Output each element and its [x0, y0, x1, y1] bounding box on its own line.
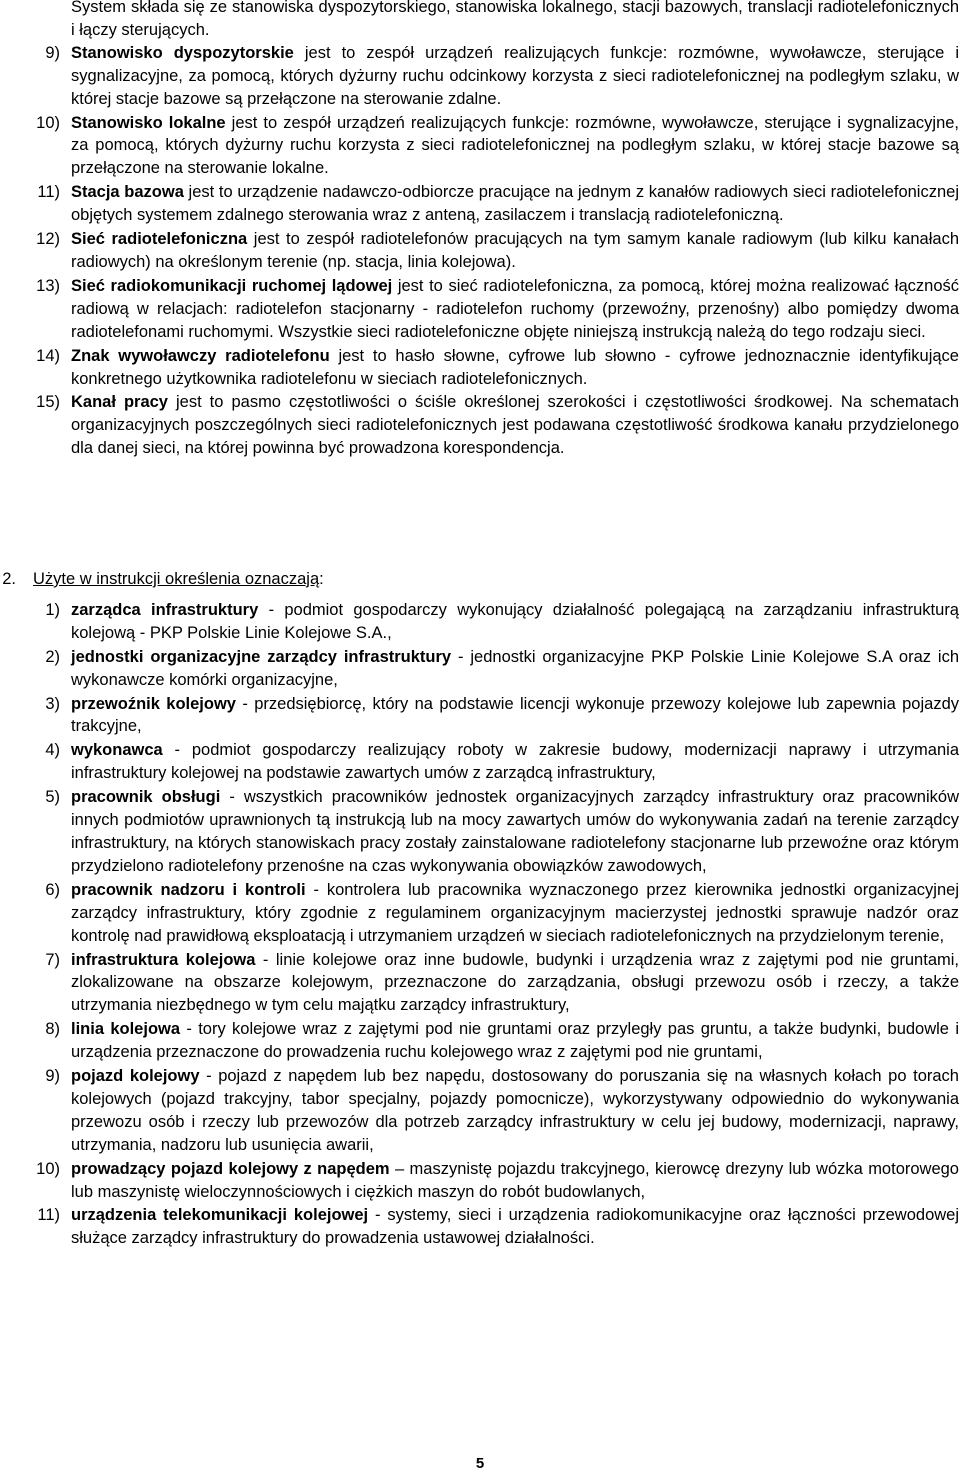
section-title-colon: :	[319, 570, 324, 588]
continuation-paragraph	[0, 0, 959, 42]
definition-text: jest to zespół urządzeń realizujących funkcje: rozmówne, wywoławcze, sterujące i sygnalizacyjne, za pomocą, których dyżurny ruchu korzysta z sieci radiotelefonicznej na podległym szlaku, w której stacje bazowe są przełączone na sterowanie lokalne.	[71, 113, 960, 178]
definition-text: - systemy, sieci i urządzenia radiokomunikacyjne oraz łączności przewodowej służące zarządcy infrastruktury do prowadzenia ustawowej działalności.	[71, 1206, 959, 1248]
term-item-5	[0, 786, 959, 878]
definition-text: - podmiot gospodarczy realizujący roboty w zakresie budowy, modernizacji naprawy i utrzymania infrastruktury kolejowej na podstawie zawartych umów z zarządcą infrastruktury,	[71, 741, 959, 783]
definition-term: urządzenia telekomunikacji kolejowej	[71, 1206, 369, 1225]
item-number: 11)	[37, 183, 60, 202]
item-number: 9)	[45, 1067, 60, 1086]
section-2-terms	[0, 568, 960, 1251]
section-number: 2.	[2, 570, 16, 588]
item-number: 3)	[45, 694, 60, 713]
definition-text: - linie kolejowe oraz inne budowle, budynki i urządzenia wraz z zajętymi pod nie gruntami, zlokalizowane na obszarze kolejowym, przeznaczone do zarządzania, obsługi przewozu osób i rzeczy, a także utrzymania niezbędnego w tym celu majątku zarządcy infrastruktury,	[71, 950, 959, 1015]
definition-text: - kontrolera lub pracownika wyznaczonego przez kierownika jednostki organizacyjnej zarządcy infrastruktury, który zgodnie z regulaminem organizacyjnym macierzystej jednostki sprawuje nadzór oraz kontrolę nad prawidłową eksploatacją i utrzymaniem urządzeń w sieciach radiotelefonicznych na przydzielonym terenie,	[71, 880, 959, 945]
definition-term: Stanowisko dyspozytorskie	[71, 43, 294, 62]
term-item-2	[0, 646, 959, 692]
definition-text: jest to zespół radiotelefonów pracujących na tym samym kanale radiowym (lub kilku kanałach radiowych) na określonym terenie (np. stacja, linia kolejowa).	[71, 230, 959, 271]
definition-text: - podmiot gospodarczy wykonujący działalność polegającą na zarządzaniu infrastrukturą kolejową - PKP Polskie Linie Kolejowe S.A.,	[71, 600, 959, 642]
item-number: 4)	[45, 741, 60, 760]
definition-item-12	[0, 228, 959, 274]
term-item-10	[0, 1158, 959, 1204]
continuation-text: System składa się ze stanowiska dyspozytorskiego, stanowiska lokalnego, stacji bazowych, translacji radiotelefonicznych i łączy sterujących.	[71, 0, 959, 39]
item-number: 11)	[37, 1206, 60, 1225]
definition-text: - tory kolejowe wraz z zajętymi pod nie gruntami oraz przyległy pas gruntu, a także budynki, budowle i urządzenia przeznaczone do prowadzenia ruchu kolejowego wraz z zajętymi pod nie gruntami,	[71, 1020, 959, 1062]
definition-term: Sieć radiokomunikacji ruchomej lądowej	[71, 276, 393, 295]
definition-item-11	[0, 181, 959, 227]
section-title: Użyte w instrukcji określenia oznaczają	[33, 570, 320, 588]
definition-term: infrastruktura kolejowa	[71, 950, 256, 969]
item-number: 2)	[45, 647, 60, 666]
definition-text: - jednostki organizacyjne PKP Polskie Linie Kolejowe S.A oraz ich wykonawcze komórki organizacyjne,	[71, 647, 959, 689]
item-number: 6)	[45, 880, 60, 899]
definition-item-13	[0, 275, 959, 344]
item-number: 14)	[36, 346, 60, 365]
term-item-11	[0, 1204, 959, 1250]
item-number: 15)	[36, 393, 60, 412]
definition-text: jest to zespół urządzeń realizujących funkcje: rozmówne, wywoławcze, sterujące i sygnalizacyjne, za pomocą, których dyżurny ruchu odcinkowy korzysta z sieci radiotelefonicznej na podległym szlaku, w której stacje bazowe są przełączone na sterowanie zdalne.	[71, 43, 959, 108]
definition-term: pracownik obsługi	[71, 788, 221, 807]
definition-text: - wszystkich pracowników jednostek organizacyjnych zarządcy infrastruktury oraz pracowników innych podmiotów uprawnionych tą instrukcją lub na mocy zawartych umów do wykonywania zadań na terenie zarządcy infrastruktury, na których stanowiskach pracy zostały zainstalowane radiotelefony stacjonarne lub przewoźne oraz którym przydzielono radiotelefony przenośne na czas wykonywania obowiązków zawodowych,	[71, 788, 959, 875]
term-item-7	[0, 949, 959, 1018]
term-item-3	[0, 693, 959, 739]
page-number: 5	[475, 1455, 485, 1472]
item-number: 12)	[36, 230, 60, 249]
definition-item-15	[0, 391, 959, 460]
item-number: 9)	[45, 43, 60, 62]
definition-text: - pojazd z napędem lub bez napędu, dostosowany do poruszania się na własnych kołach po torach kolejowych (pojazd trakcyjny, tabor specjalny, pojazdy pomocnicze), wykorzystywany odpowiednio do wykonywania przewozu osób i rzeczy lub przewozów dla potrzeb zarządcy infrastruktury w celu jej budowy, modernizacji, naprawy, utrzymania, nadzoru lub usunięcia awarii,	[71, 1067, 959, 1154]
definition-term: Stanowisko lokalne	[71, 113, 226, 132]
term-item-8	[0, 1018, 959, 1064]
definition-term: linia kolejowa	[71, 1020, 181, 1039]
item-number: 5)	[45, 788, 60, 807]
item-number: 1)	[45, 600, 60, 619]
definition-text: - przedsiębiorcę, który na podstawie licencji wykonuje przewozy kolejowe lub zapewnia pojazdy trakcyjne,	[71, 694, 959, 736]
definition-item-14	[0, 345, 959, 391]
definition-text: jest to pasmo częstotliwości o ściśle określonej szerokości i częstotliwości środkowej. Na schematach organizacyjnych poszczególnych sieci radiotelefonicznych jest podawana częstotliwość środkowa kanału przydzielonego dla danej sieci, na której powinna być prowadzona korespondencja.	[71, 393, 960, 458]
definition-term: zarządca infrastruktury	[71, 600, 259, 619]
definition-text: jest to sieć radiotelefoniczna, za pomocą, której można realizować łączność radiową w relacjach: radiotelefon stacjonarny - radiotelefon ruchomy (przewoźny, przenośny) albo pomiędzy dwoma radiotelefonami ruchomymi. Wszystkie sieci radiotelefoniczne objęte niniejszą instrukcją należą do tego rodzaju sieci.	[71, 276, 959, 341]
definition-term: wykonawca	[71, 741, 163, 760]
item-number: 10)	[36, 113, 60, 132]
item-number: 8)	[45, 1020, 60, 1039]
definition-term: Kanał pracy	[71, 393, 168, 412]
definition-term: prowadzący pojazd kolejowy z napędem	[71, 1159, 390, 1178]
term-item-9	[0, 1065, 959, 1157]
definition-item-10	[0, 112, 959, 181]
definition-term: Znak wywoławczy radiotelefonu	[71, 346, 330, 365]
definition-term: pojazd kolejowy	[71, 1067, 200, 1086]
item-number: 10)	[36, 1159, 60, 1178]
definition-item-9	[0, 42, 959, 111]
section-1-definitions	[0, 0, 960, 461]
definition-term: pracownik nadzoru i kontroli	[71, 880, 306, 899]
definition-text: jest to urządzenie nadawczo-odbiorcze pracujące na jednym z kanałów radiowych sieci radiotelefonicznej objętych systemem zdalnego sterowania wraz z anteną, zasilaczem i translacją radiotelefoniczną.	[71, 183, 959, 225]
item-number: 7)	[45, 950, 60, 969]
definition-term: jednostki organizacyjne zarządcy infrastruktury	[71, 647, 452, 666]
definition-text: jest to hasło słowne, cyfrowe lub słowno - cyfrowe jednoznacznie identyfikujące konkretnego użytkownika radiotelefonu w sieciach radiotelefonicznych.	[71, 346, 959, 388]
item-number: 13)	[36, 276, 60, 295]
term-item-4	[0, 739, 959, 785]
term-item-6	[0, 879, 959, 948]
definition-term: Sieć radiotelefoniczna	[71, 230, 248, 249]
section-heading	[0, 568, 960, 591]
definition-term: przewoźnik kolejowy	[71, 694, 236, 713]
term-item-1	[0, 599, 959, 645]
definition-term: Stacja bazowa	[71, 183, 184, 202]
definition-text: – maszynistę pojazdu trakcyjnego, kierowcę drezyny lub wózka motorowego lub maszynistę wieloczynnościowych i ciężkich maszyn do robót budowlanych,	[71, 1159, 959, 1201]
